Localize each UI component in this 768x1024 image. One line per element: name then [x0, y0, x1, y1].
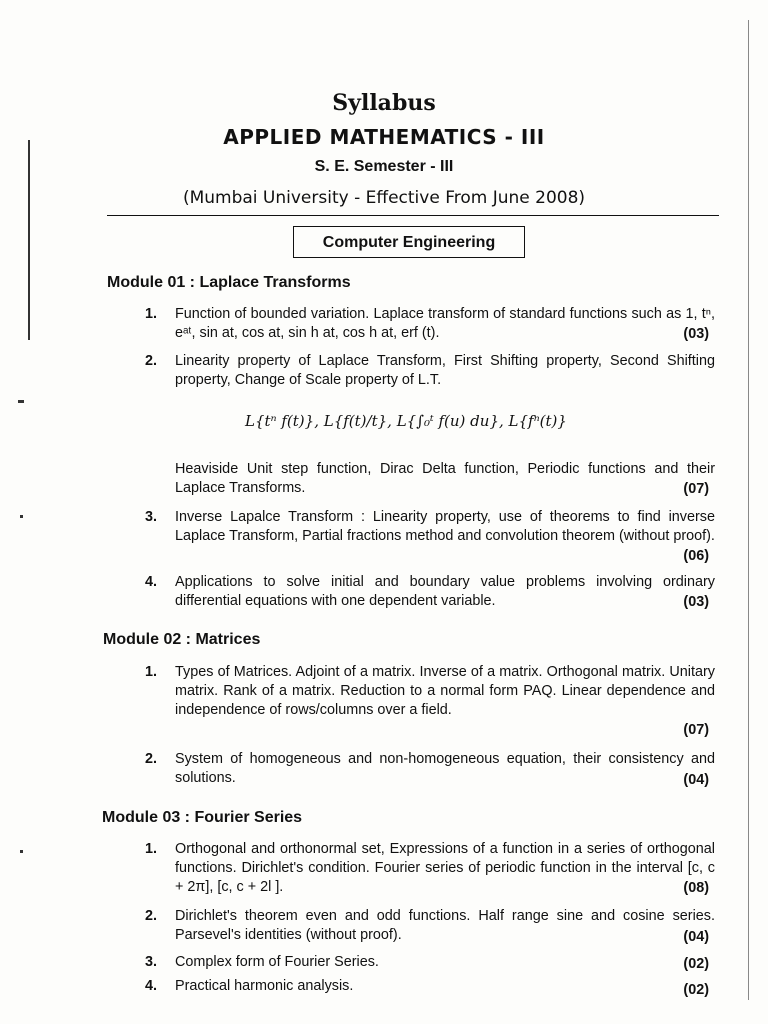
- item-text: Inverse Lapalce Transform : Linearity property, use of theorems to find inverse Laplace Transform, Partial fractions method and convolution theorem (without proof).: [175, 509, 715, 544]
- module-title: Module 02 : Matrices: [103, 631, 261, 648]
- list-item: [145, 953, 715, 973]
- item-text: Practical harmonic analysis.: [175, 978, 354, 994]
- item-text: Function of bounded variation. Laplace transform of standard functions such as 1, tⁿ, eᵃᵗ, sin at, cos at, sin h at, cos h at, erf (t).: [175, 306, 715, 341]
- item-text: Orthogonal and orthonormal set, Expressions of a function in a series of orthogonal functions. Dirichlet's condition. Fourier series of periodic function in the interval [c, c + 2π], [c, c + 2l ].: [175, 841, 715, 895]
- item-marks: (07): [683, 481, 709, 497]
- item-text: Complex form of Fourier Series.: [175, 954, 379, 970]
- item-number: 1.: [145, 664, 158, 680]
- item-number: 4.: [145, 978, 158, 994]
- list-item: [145, 977, 715, 997]
- list-item: [145, 508, 715, 566]
- item-number: 2.: [145, 908, 158, 924]
- item-number: 2.: [145, 353, 158, 369]
- scan-dot: [18, 400, 24, 403]
- list-item: [145, 305, 715, 343]
- semester-label: S. E. Semester - III: [314, 158, 454, 175]
- item-text: Heaviside Unit step function, Dirac Delta function, Periodic functions and their Laplace Transforms.: [175, 461, 715, 496]
- list-item: [145, 840, 715, 898]
- item-marks: (06): [683, 548, 709, 564]
- item-number: 4.: [145, 574, 158, 590]
- module-title: Module 01 : Laplace Transforms: [107, 274, 351, 291]
- item-text: Linearity property of Laplace Transform, First Shifting property, Second Shifting property, Change of Scale property of L.T.: [175, 353, 715, 388]
- list-item: [145, 573, 715, 611]
- page-title: Syllabus: [332, 90, 436, 116]
- item-number: 3.: [145, 509, 158, 525]
- item-marks: (04): [683, 929, 709, 945]
- item-text: System of homogeneous and non-homogeneous equation, their consistency and solutions.: [175, 751, 715, 786]
- item-marks: (07): [683, 722, 709, 738]
- item-marks: (04): [683, 772, 709, 788]
- scan-edge-line: [748, 20, 749, 1000]
- scan-dot: [20, 515, 23, 518]
- laplace-formula: L{tⁿ f(t)}, L{f(t)/t}, L{∫₀ᵗ f(u) du}, L{fⁿ(t)}: [245, 412, 567, 430]
- item-marks: (03): [683, 326, 709, 342]
- university-label: (Mumbai University - Effective From June 2008): [182, 188, 586, 208]
- scan-dot: [20, 850, 23, 853]
- item-number: 2.: [145, 751, 158, 767]
- subject-title: APPLIED MATHEMATICS - III: [223, 125, 545, 149]
- list-item-continuation: [145, 460, 715, 498]
- list-item: [145, 352, 715, 392]
- scan-edge-mark: [28, 140, 30, 340]
- item-number: 3.: [145, 954, 158, 970]
- item-text: Types of Matrices. Adjoint of a matrix. Inverse of a matrix. Orthogonal matrix. Unitary matrix. Rank of a matrix. Reduction to a normal form PAQ. Linear dependence and independence of rows/columns over a field.: [175, 664, 715, 718]
- branch-box: Computer Engineering: [293, 226, 525, 258]
- item-marks: (02): [683, 956, 709, 972]
- item-marks: (02): [683, 982, 709, 998]
- module-title: Module 03 : Fourier Series: [102, 809, 303, 826]
- item-number: 1.: [145, 841, 158, 857]
- list-item: [145, 663, 715, 741]
- list-item: [145, 907, 715, 947]
- list-item: [145, 750, 715, 790]
- item-text: Dirichlet's theorem even and odd functions. Half range sine and cosine series. Parsevel's identities (without proof).: [175, 908, 715, 943]
- header-divider: [107, 215, 719, 216]
- item-number: 1.: [145, 306, 158, 322]
- item-marks: (08): [683, 880, 709, 896]
- item-text: Applications to solve initial and boundary value problems involving ordinary differential equations with one dependent variable.: [175, 574, 715, 609]
- item-marks: (03): [683, 594, 709, 610]
